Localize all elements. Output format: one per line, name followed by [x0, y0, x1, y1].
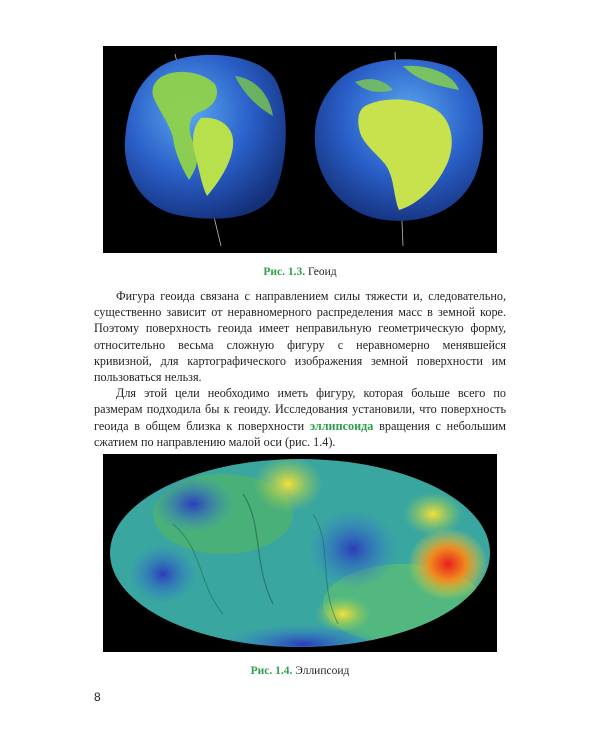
figure2-caption — [0, 664, 600, 678]
figure1-caption — [0, 265, 600, 279]
paragraph-2-after: вращения с небольшим сжатием по направлению малой оси (рис. 1.4). — [94, 418, 506, 449]
paragraph-2 — [94, 385, 506, 450]
geoid-illustration — [103, 46, 497, 253]
paragraph-2-before: Для этой цели необходимо иметь фигуру, которая больше всего по размерам подходила бы к геоиду. Исследования установили, что поверхность геоида в общем близка к поверхности — [94, 386, 506, 433]
ellipsoid-term: эллипсоида — [309, 418, 374, 433]
figure2-number: Рис. 1.4. — [250, 665, 293, 677]
paragraph-1: Фигура геоида связана с направлением силы тяжести и, следовательно, существенно зависит от неравномерного распределения масс в земной коре. Поэтому поверхность геоида имеет неправильную геометрическую форму, относительно весьма сложную фигуру с неравномерно менявшейся кривизной, для картографического изображения земной поверхности им пользоваться нельзя. — [94, 289, 506, 385]
body-text — [94, 288, 506, 450]
figure2-title: Эллипсоид — [295, 665, 350, 677]
ellipsoid-map — [103, 454, 497, 652]
figure1-title: Геоид — [308, 266, 337, 278]
ellipsoid-figure — [103, 454, 497, 652]
geoid-figure — [103, 46, 497, 253]
figure1-number: Рис. 1.3. — [263, 266, 306, 278]
page-number: 8 — [94, 690, 101, 704]
